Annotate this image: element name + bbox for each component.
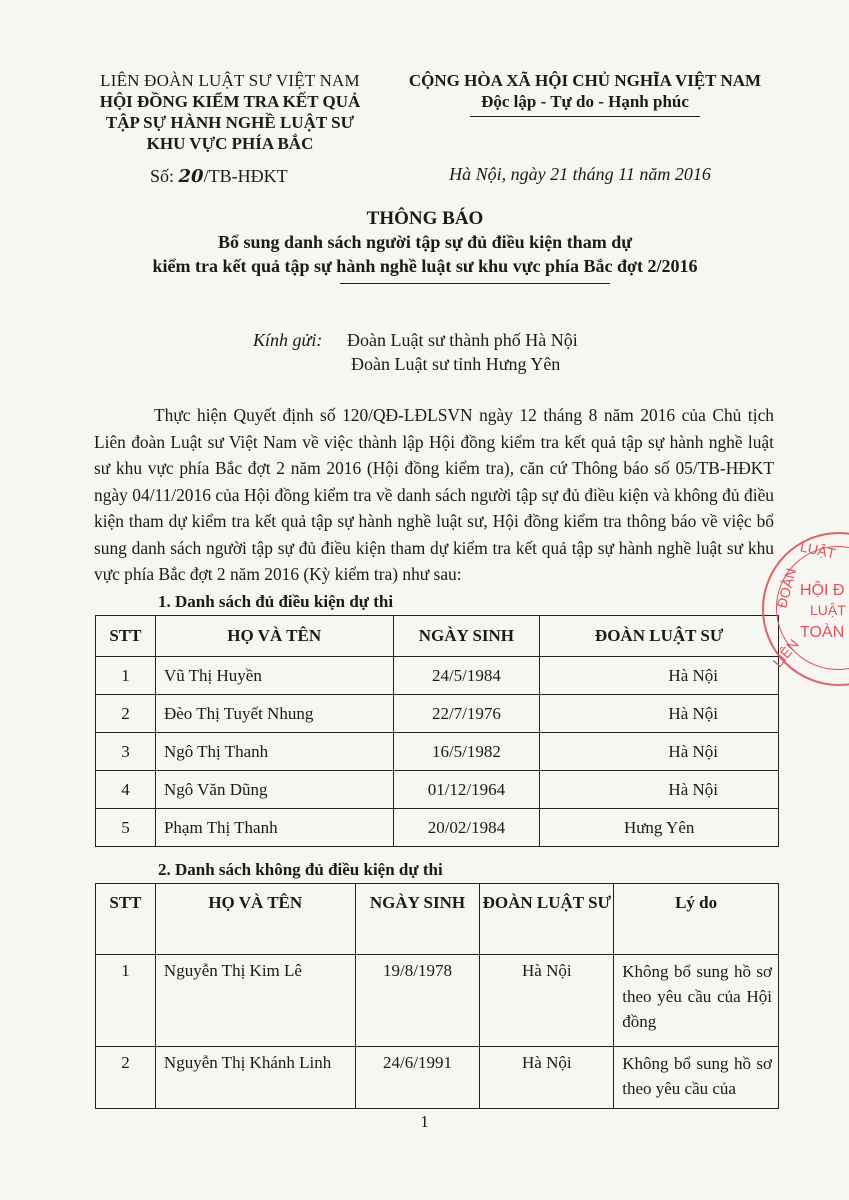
cell-dob: 01/12/1964 — [393, 771, 540, 809]
document-subtitle-2: kiểm tra kết quả tập sự hành nghề luật sư khu vực phía Bắc đợt 2/2016 — [152, 256, 698, 276]
national-motto: Độc lập - Tự do - Hạnh phúc — [481, 92, 689, 111]
cell-name: Nguyễn Thị Kim Lê — [155, 955, 355, 1047]
table-row — [96, 1047, 779, 1109]
col-name: HỌ VÀ TÊN — [155, 884, 355, 955]
cell-dob: 20/02/1984 — [393, 809, 540, 847]
recipients-label: Kính gửi: — [253, 330, 323, 350]
national-header — [390, 70, 780, 117]
col-stt: STT — [96, 884, 156, 955]
cell-dob: 22/7/1976 — [393, 695, 540, 733]
doc-no-suffix: /TB-HĐKT — [203, 166, 288, 186]
cell-bar: Hà Nội — [480, 955, 614, 1047]
cell-stt: 4 — [96, 771, 156, 809]
cell-stt: 1 — [96, 955, 156, 1047]
body-paragraph: Thực hiện Quyết định số 120/QĐ-LĐLSVN ngày 12 tháng 8 năm 2016 của Chủ tịch Liên đoàn Luật sư Việt Nam về việc thành lập Hội đồng kiểm tra kết quả tập sự hành nghề luật sư khu vực phía Bắc đợt 2 năm 2016 (Hội đồng kiểm tra), căn cứ Thông báo số 05/TB-HĐKT ngày 04/11/2016 của Hội đồng kiểm tra về danh sách người tập sự đủ điều kiện và không đủ điều kiện tham dự kiểm tra kết quả tập sự hành nghề luật sư, Hội đồng kiểm tra thông báo về việc bổ sung danh sách người tập sự đủ điều kiện tham dự kiểm tra kết quả tập sự hành nghề luật sư khu vực phía Bắc đợt 2 năm 2016 (Kỳ kiểm tra) như sau: — [94, 405, 774, 584]
recipient-2: Đoàn Luật sư tỉnh Hưng Yên — [351, 354, 561, 374]
doc-no-handwritten: 20 — [178, 166, 204, 187]
cell-dob: 24/6/1991 — [355, 1047, 480, 1109]
cell-bar: Hà Nội — [540, 733, 779, 771]
cell-bar: Hà Nội — [540, 695, 779, 733]
cell-reason: Không bổ sung hồ sơ theo yêu cầu của Hội đồng — [614, 955, 779, 1047]
recipients — [253, 328, 578, 376]
national-name: CỘNG HÒA XÃ HỘI CHỦ NGHĨA VIỆT NAM — [408, 71, 762, 90]
cell-bar: Hà Nội — [540, 771, 779, 809]
col-dob: NGÀY SINH — [355, 884, 480, 955]
section-2-heading: 2. Danh sách không đủ điều kiện dự thi — [158, 860, 443, 879]
cell-stt: 3 — [96, 733, 156, 771]
issuer-header — [70, 70, 390, 154]
issuer-region: KHU VỰC PHÍA BẮC — [146, 134, 314, 153]
cell-dob: 19/8/1978 — [355, 955, 480, 1047]
cell-bar: Hưng Yên — [540, 809, 779, 847]
col-stt: STT — [96, 616, 156, 657]
table-row — [96, 771, 779, 809]
col-dob: NGÀY SINH — [393, 616, 540, 657]
stamp-text-left-lower: LIÊN — [769, 635, 802, 671]
col-bar: ĐOÀN LUẬT SƯ — [540, 616, 779, 657]
eligible-table — [95, 615, 779, 847]
cell-bar: Hà Nội — [540, 657, 779, 695]
motto-underline — [470, 116, 700, 117]
cell-stt: 2 — [96, 695, 156, 733]
document-number — [150, 166, 288, 187]
cell-name: Đèo Thị Tuyết Nhung — [155, 695, 393, 733]
stamp-text-line1: HỘI Đ — [800, 582, 845, 599]
cell-name: Vũ Thị Huyền — [155, 657, 393, 695]
table-row — [96, 809, 779, 847]
cell-name: Phạm Thị Thanh — [155, 809, 393, 847]
recipient-1: Đoàn Luật sư thành phố Hà Nội — [347, 330, 578, 350]
cell-stt: 2 — [96, 1047, 156, 1109]
document-subtitle-1: Bổ sung danh sách người tập sự đủ điều kiện tham dự — [217, 232, 633, 252]
section-1-heading: 1. Danh sách đủ điều kiện dự thi — [158, 592, 394, 611]
table-row — [96, 733, 779, 771]
stamp-text-top: LUẬT — [798, 538, 838, 562]
cell-name: Ngô Văn Dũng — [155, 771, 393, 809]
cell-name: Nguyễn Thị Khánh Linh — [155, 1047, 355, 1109]
col-name: HỌ VÀ TÊN — [155, 616, 393, 657]
cell-reason: Không bổ sung hồ sơ theo yêu cầu của — [614, 1047, 779, 1109]
cell-bar: Hà Nội — [480, 1047, 614, 1109]
stamp-text-left: ĐOÀN — [773, 566, 800, 610]
stamp-text-line2: LUẬT — [810, 602, 846, 618]
stamp-text-line3: TOÀN — [800, 624, 845, 641]
cell-name: Ngô Thị Thanh — [155, 733, 393, 771]
cell-dob: 24/5/1984 — [393, 657, 540, 695]
col-reason: Lý do — [614, 884, 779, 955]
table-row — [96, 657, 779, 695]
issuer-council-line2: TẬP SỰ HÀNH NGHỀ LUẬT SƯ — [105, 113, 355, 132]
cell-stt: 5 — [96, 809, 156, 847]
issuer-council: HỘI ĐỒNG KIỂM TRA KẾT QUẢ — [99, 92, 361, 111]
table-header-row — [96, 884, 779, 955]
title-underline — [340, 283, 610, 284]
table-row — [96, 695, 779, 733]
page-number: 1 — [420, 1112, 429, 1131]
document-title: THÔNG BÁO — [366, 208, 484, 229]
cell-stt: 1 — [96, 657, 156, 695]
issuer-federation: LIÊN ĐOÀN LUẬT SƯ VIỆT NAM — [100, 71, 360, 90]
table-header-row — [96, 616, 779, 657]
document-date: Hà Nội, ngày 21 tháng 11 năm 2016 — [449, 164, 711, 184]
table-row — [96, 955, 779, 1047]
doc-no-prefix: Số: — [150, 166, 179, 186]
cell-dob: 16/5/1982 — [393, 733, 540, 771]
ineligible-table — [95, 883, 779, 1109]
col-bar: ĐOÀN LUẬT SƯ — [480, 884, 614, 955]
